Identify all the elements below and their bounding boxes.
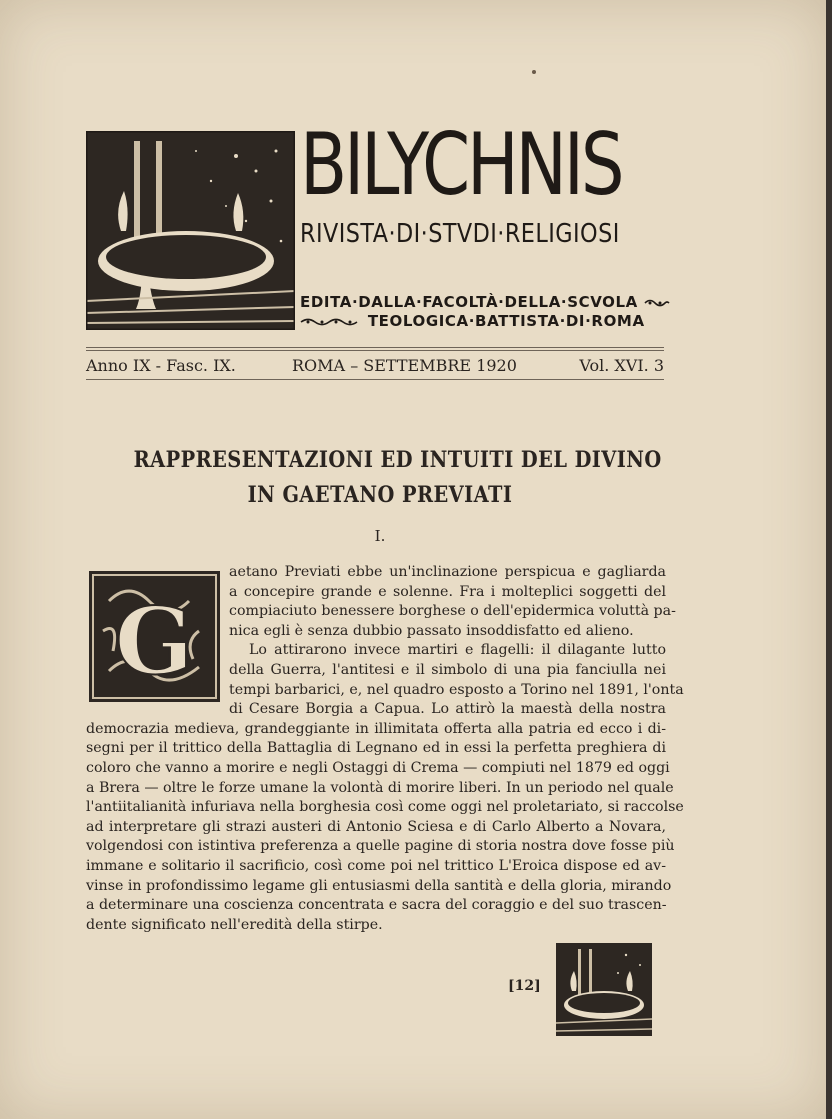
body-line: immane e solitario il sacrificio, così come poi nel trittico L'Eroica dispose ed av- bbox=[86, 857, 666, 874]
body-line: segni per il trittico della Battaglia di Legnano ed in essi la perfetta preghiera di bbox=[86, 740, 666, 757]
issue-volume: Vol. XVI. 3 bbox=[579, 356, 664, 375]
body-line: della Guerra, l'antitesi e il simbolo di una pia fanciulla nei bbox=[229, 661, 666, 678]
article-title-line-1: RAPPRESENTAZIONI ED INTUITI DEL DIVINO bbox=[133, 447, 662, 473]
body-line: ad interpretare gli strazi austeri di Antonio Sciesa e di Carlo Alberto a Novara, bbox=[86, 818, 666, 835]
body-line: compiaciuto benessere borghese o dell'epidermica voluttà pa- bbox=[229, 603, 676, 620]
issue-info bbox=[86, 356, 664, 378]
body-line: a determinare una coscienza concentrata e sacra del coraggio e del suo trascen- bbox=[86, 897, 667, 914]
body-line: a Brera — oltre le forze umane la volontà di morire liberi. In un periodo nel quale bbox=[86, 779, 674, 796]
body-line: di Cesare Borgia a Capua. Lo attirò la maestà della nostra bbox=[229, 701, 666, 718]
body-line: nica egli è senza dubbio passato insoddisfatto ed alieno. bbox=[229, 622, 634, 639]
body-line: a concepire grande e solenne. Fra i molteplici soggetti del bbox=[229, 583, 666, 600]
speck bbox=[532, 70, 536, 74]
masthead-woodcut-illustration bbox=[86, 131, 295, 330]
divider-bottom bbox=[86, 379, 664, 380]
body-line: tempi barbarici, e, nel quadro esposto a Torino nel 1891, l'onta bbox=[229, 681, 684, 698]
page-edge bbox=[826, 0, 832, 1119]
floral-ornament-icon bbox=[644, 298, 670, 308]
divider-top-inner bbox=[86, 350, 664, 351]
article-title-line-2: IN GAETANO PREVIATI bbox=[247, 482, 513, 508]
journal-title: BILYCHNIS bbox=[300, 115, 622, 215]
body-line: Lo attirarono invece martiri e flagelli: il dilagante lutto bbox=[249, 642, 666, 659]
divider-top bbox=[86, 347, 664, 348]
body-line: democrazia medieva, grandeggiante in illimitata offerta alla patria ed ecco i di- bbox=[86, 720, 666, 737]
issue-place-date: ROMA – SETTEMBRE 1920 bbox=[292, 356, 517, 375]
issue-year-fascicle: Anno IX - Fasc. IX. bbox=[86, 356, 236, 375]
body-line: aetano Previati ebbe un'inclinazione perspicua e gagliarda bbox=[229, 564, 666, 580]
colophon-woodcut-illustration bbox=[556, 943, 652, 1036]
floral-ornament-icon bbox=[300, 317, 362, 327]
page-number: [12] bbox=[508, 978, 541, 994]
section-number: I. bbox=[374, 527, 386, 545]
publisher-line-1: EDITA·DALLA·FACOLTÀ·DELLA·SCVOLA bbox=[300, 293, 670, 311]
publisher-line-2: TEOLOGICA·BATTISTA·DI·ROMA bbox=[300, 312, 645, 330]
drop-cap-letter: G bbox=[114, 587, 194, 695]
body-line: l'antiitalianità infuriava nella borghesia così come oggi nel proletariato, si raccolse bbox=[86, 799, 684, 816]
body-line: coloro che vanno a morire e negli Ostaggi di Crema — compiuti nel 1879 ed oggi bbox=[86, 759, 670, 776]
article-body bbox=[86, 563, 684, 935]
body-line: dente significato nell'eredità della stirpe. bbox=[86, 916, 383, 933]
body-line: volgendosi con istintiva preferenza a quelle pagine di storia nostra dove fosse più bbox=[86, 838, 675, 855]
journal-subtitle: RIVISTA·DI·STVDI·RELIGIOSI bbox=[300, 219, 620, 249]
body-line: vinse in profondissimo legame gli entusiasmi della santità e della gloria, mirando bbox=[86, 877, 672, 894]
